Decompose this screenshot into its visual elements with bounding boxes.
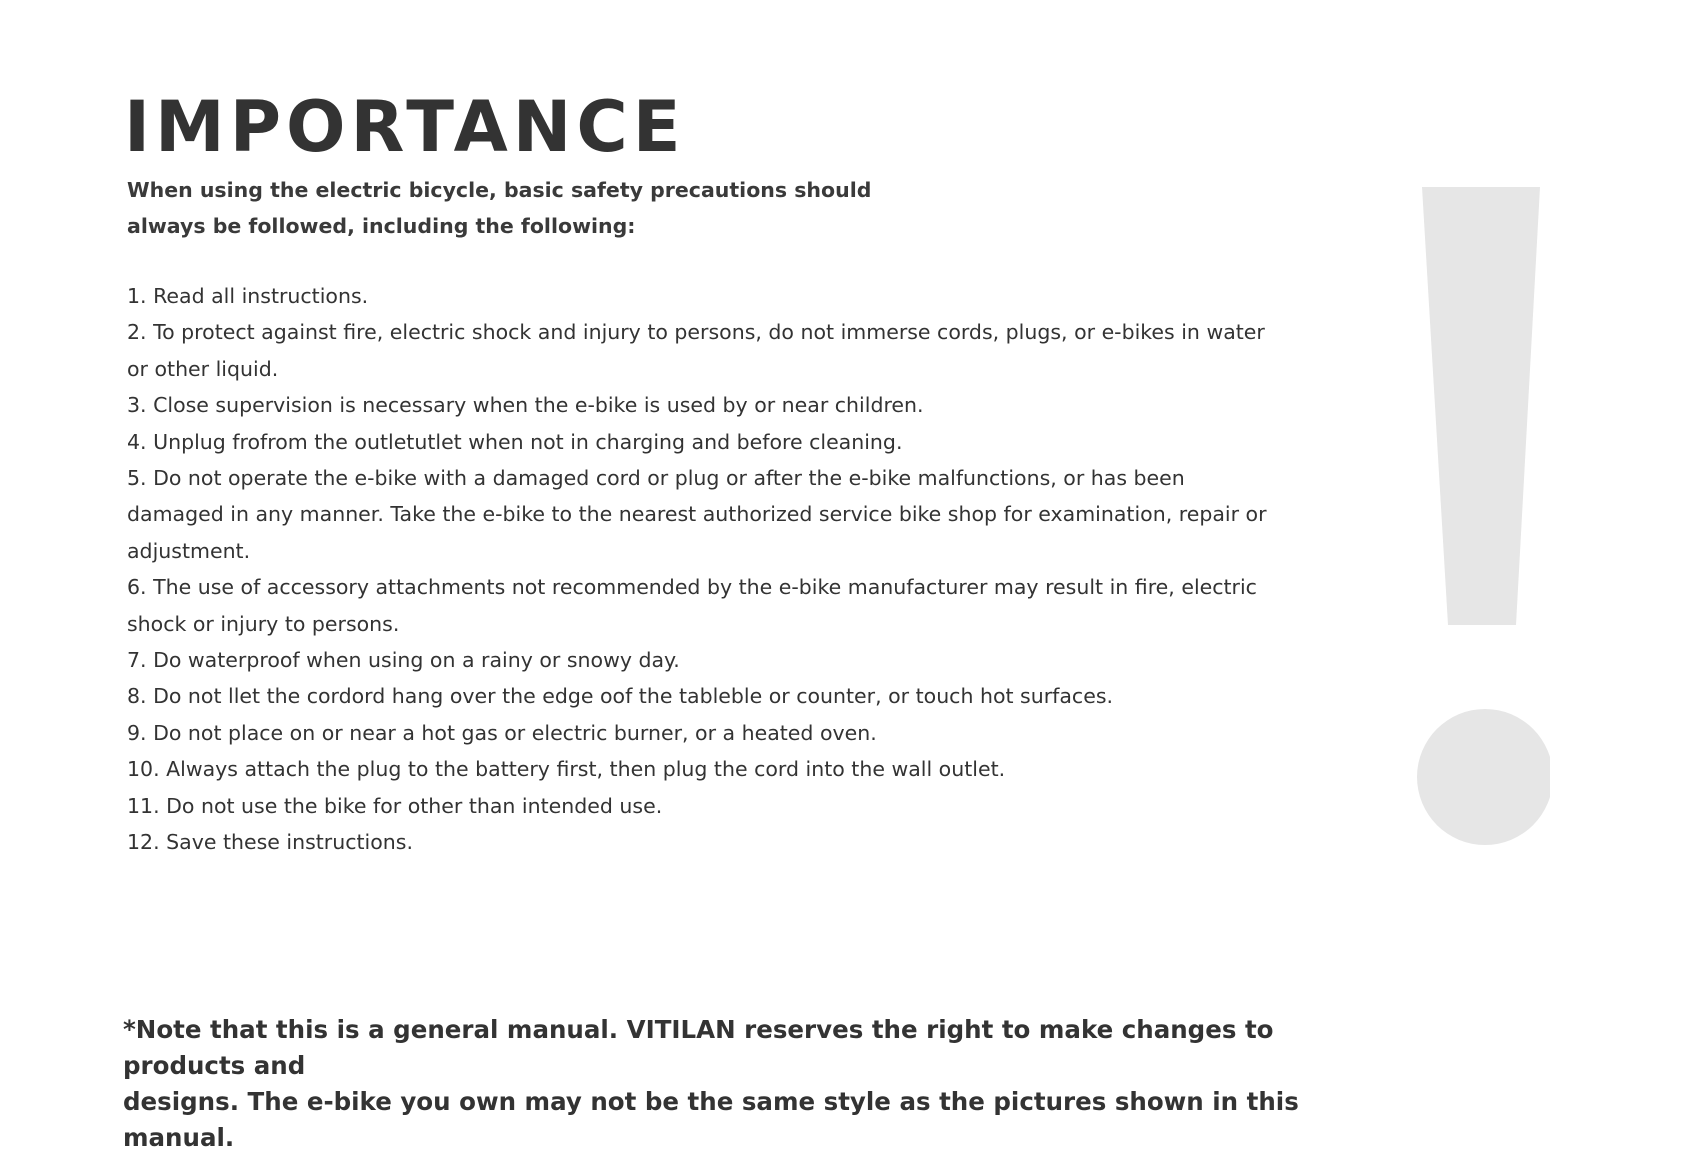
exclamation-dot [1417, 709, 1550, 845]
exclamation-mark-icon [1400, 180, 1550, 850]
exclamation-bar [1422, 187, 1540, 625]
instruction-item-1: 1. Read all instructions. [127, 284, 369, 308]
instruction-item-10: 10. Always attach the plug to the battery first, then plug the cord into the wall outlet. [127, 757, 1006, 782]
instruction-item-5: 5. Do not operate the e-bike with a damaged cord or plug or after the e-bike malfunctions, or has been damaged in any manner. Take the e-bike to the nearest authorized service bike shop for examination, repair or adjustment. [127, 466, 1267, 563]
note-line-1: *Note that this is a general manual. VITILAN reserves the right to make changes to products and [123, 1015, 1274, 1080]
instruction-list [127, 278, 1267, 861]
page-title: IMPORTANCE [124, 86, 686, 168]
instruction-item-3: 3. Close supervision is necessary when the e-bike is used by or near children. [127, 393, 924, 418]
instruction-item-8: 8. Do not llet the cordord hang over the edge oof the tableble or counter, or touch hot surfaces. [127, 684, 1114, 709]
instruction-item-9: 9. Do not place on or near a hot gas or electric burner, or a heated oven. [127, 720, 877, 745]
instruction-item-11: 11. Do not use the bike for other than intended use. [127, 793, 663, 818]
instruction-item-7: 7. Do waterproof when using on a rainy or snowy day. [127, 648, 680, 673]
intro-paragraph [127, 172, 927, 244]
note-line-2: designs. The e-bike you own may not be the same style as the pictures shown in this manual. [123, 1087, 1299, 1152]
instruction-item-2: 2. To protect against fire, electric shock and injury to persons, do not immerse cords, plugs, or e-bikes in water or other liquid. [127, 320, 1265, 381]
instruction-item-12: 12. Save these instructions. [127, 830, 413, 855]
disclaimer-note [123, 1012, 1403, 1156]
instruction-item-6: 6. The use of accessory attachments not recommended by the e-bike manufacturer may result in fire, electric shock or injury to persons. [127, 575, 1257, 636]
intro-line-2: always be followed, including the following: [127, 214, 636, 238]
instruction-item-4: 4. Unplug frofrom the outletutlet when not in charging and before cleaning. [127, 429, 903, 454]
intro-line-1: When using the electric bicycle, basic safety precautions should [127, 178, 872, 202]
